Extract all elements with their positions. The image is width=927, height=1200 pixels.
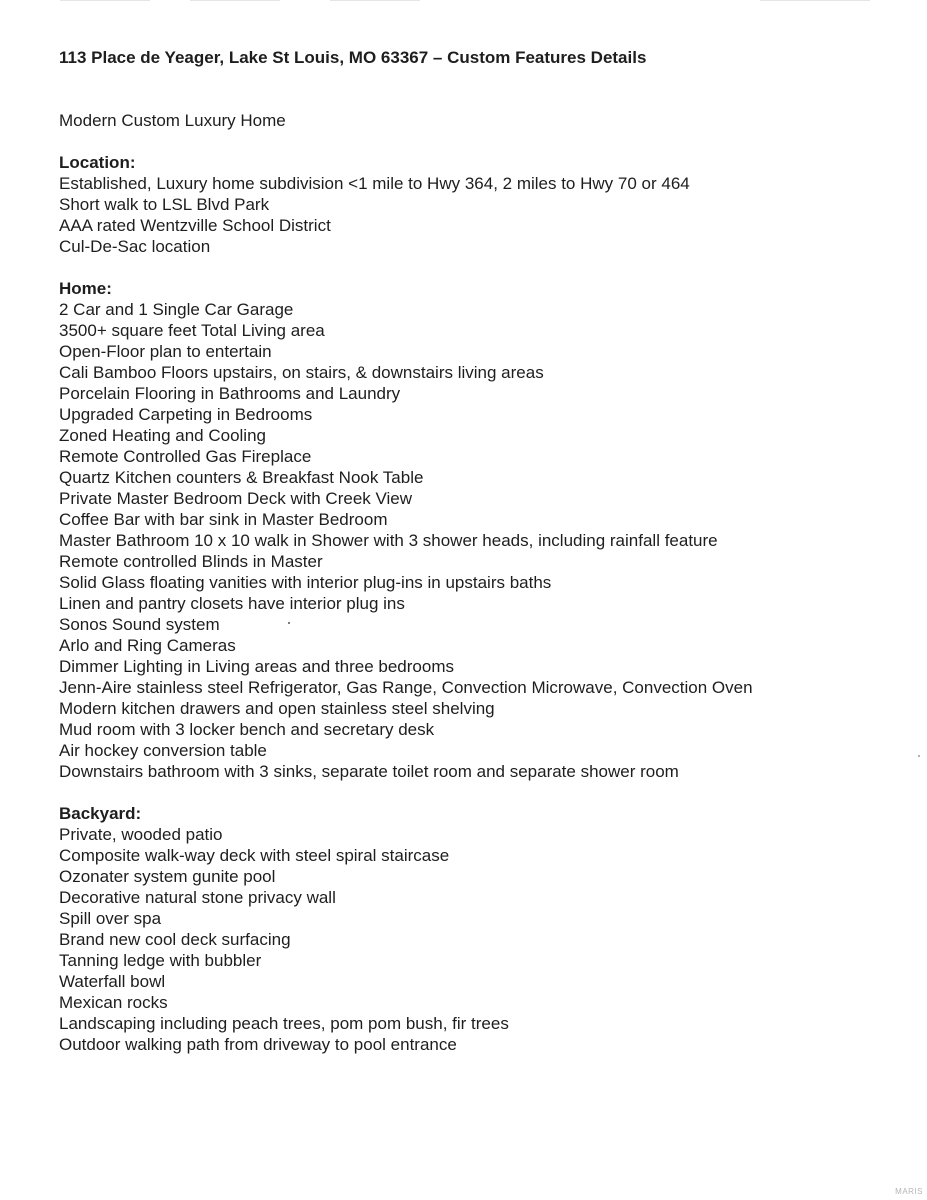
feature-item: Zoned Heating and Cooling	[59, 426, 266, 445]
feature-item: Downstairs bathroom with 3 sinks, separate toilet room and separate shower room	[59, 762, 679, 781]
feature-item: Cali Bamboo Floors upstairs, on stairs, & downstairs living areas	[59, 363, 544, 382]
section-heading: Backyard:	[59, 804, 142, 823]
feature-item: Private, wooded patio	[59, 825, 223, 844]
feature-item: 3500+ square feet Total Living area	[59, 321, 325, 340]
watermark: MARIS	[895, 1187, 923, 1196]
feature-item: Mud room with 3 locker bench and secretary desk	[59, 720, 435, 739]
feature-item: Ozonater system gunite pool	[59, 867, 276, 886]
feature-item: Outdoor walking path from driveway to pool entrance	[59, 1035, 457, 1054]
section-heading: Home:	[59, 279, 112, 298]
feature-item: AAA rated Wentzville School District	[59, 216, 331, 235]
feature-item: Brand new cool deck surfacing	[59, 930, 291, 949]
feature-item: Open-Floor plan to entertain	[59, 342, 272, 361]
feature-item: Upgraded Carpeting in Bedrooms	[59, 405, 313, 424]
features-document	[59, 47, 899, 1055]
section-location	[59, 152, 899, 257]
feature-item: Short walk to LSL Blvd Park	[59, 195, 270, 214]
feature-item: Solid Glass floating vanities with interior plug-ins in upstairs baths	[59, 573, 552, 592]
feature-item: 2 Car and 1 Single Car Garage	[59, 300, 294, 319]
feature-item: Arlo and Ring Cameras	[59, 636, 236, 655]
document-title: 113 Place de Yeager, Lake St Louis, MO 63367 – Custom Features Details	[59, 48, 647, 67]
feature-item: Porcelain Flooring in Bathrooms and Laundry	[59, 384, 401, 403]
feature-item: Landscaping including peach trees, pom pom bush, fir trees	[59, 1014, 509, 1033]
scan-edge-mark	[330, 0, 420, 1]
scan-edge-mark	[60, 0, 150, 1]
feature-item: Jenn-Aire stainless steel Refrigerator, Gas Range, Convection Microwave, Convection Oven	[59, 678, 753, 697]
feature-item: Waterfall bowl	[59, 972, 166, 991]
section-backyard	[59, 803, 899, 1055]
section-heading: Location:	[59, 153, 136, 172]
feature-item: Composite walk-way deck with steel spiral staircase	[59, 846, 450, 865]
feature-item: Air hockey conversion table	[59, 741, 267, 760]
scan-edge-mark	[760, 0, 870, 1]
feature-item: Established, Luxury home subdivision <1 mile to Hwy 364, 2 miles to Hwy 70 or 464	[59, 174, 690, 193]
feature-item: Quartz Kitchen counters & Breakfast Nook Table	[59, 468, 424, 487]
section-home	[59, 278, 899, 782]
feature-item: Tanning ledge with bubbler	[59, 951, 262, 970]
scan-speck	[918, 755, 920, 757]
feature-item: Sonos Sound system	[59, 615, 220, 634]
feature-item: Mexican rocks	[59, 993, 168, 1012]
scan-edge-mark	[190, 0, 280, 1]
scan-speck	[288, 622, 290, 624]
feature-item: Remote controlled Blinds in Master	[59, 552, 323, 571]
feature-item: Coffee Bar with bar sink in Master Bedroom	[59, 510, 388, 529]
feature-item: Linen and pantry closets have interior plug ins	[59, 594, 405, 613]
feature-item: Decorative natural stone privacy wall	[59, 888, 336, 907]
feature-item: Cul-De-Sac location	[59, 237, 211, 256]
feature-item: Spill over spa	[59, 909, 162, 928]
feature-item: Master Bathroom 10 x 10 walk in Shower with 3 shower heads, including rainfall feature	[59, 531, 718, 550]
document-subtitle: Modern Custom Luxury Home	[59, 111, 286, 130]
feature-item: Private Master Bedroom Deck with Creek View	[59, 489, 413, 508]
feature-item: Modern kitchen drawers and open stainless steel shelving	[59, 699, 495, 718]
feature-item: Remote Controlled Gas Fireplace	[59, 447, 312, 466]
feature-item: Dimmer Lighting in Living areas and three bedrooms	[59, 657, 454, 676]
